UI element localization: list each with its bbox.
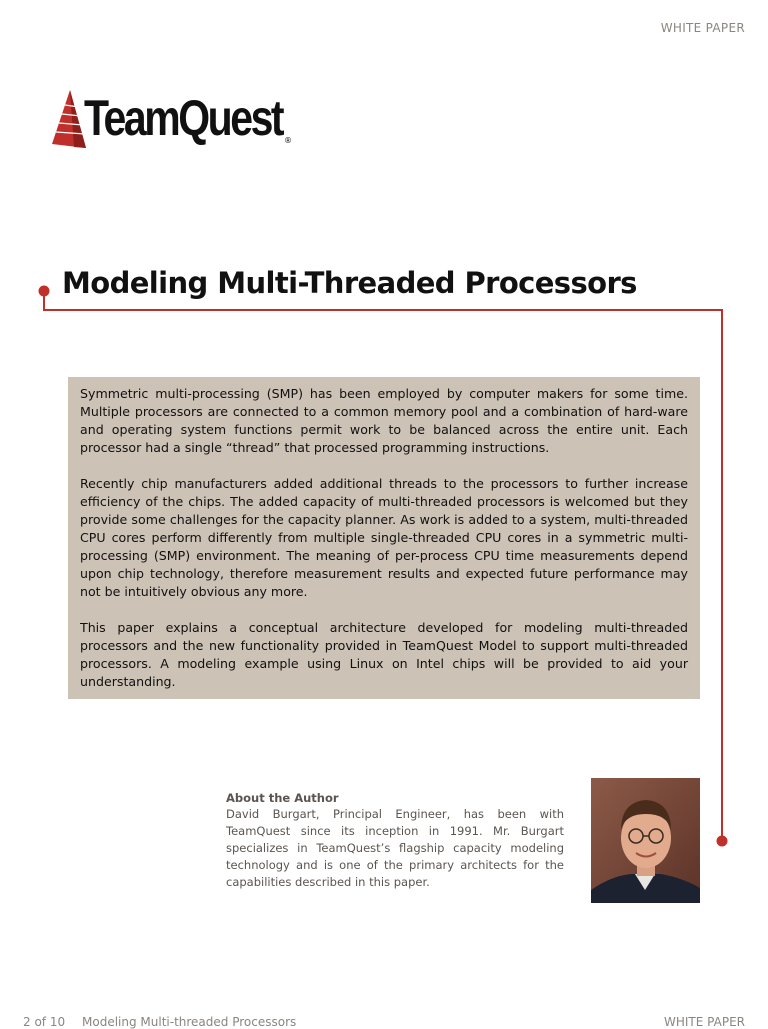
about-author	[226, 790, 564, 891]
connector-dot-end	[717, 836, 728, 847]
registered-mark: ®	[284, 136, 292, 145]
footer-doc-title: Modeling Multi-threaded Processors	[82, 1015, 297, 1029]
connector-dot-start	[39, 286, 50, 297]
abstract-box	[68, 377, 700, 699]
author-heading: About the Author	[226, 791, 339, 805]
abstract-paragraph: This paper explains a conceptual architecture developed for modeling multi-threaded processors and the new functionality provided in TeamQuest Model to support multi-threaded processors. A modeling example using Linux on Intel chips will be provided to aid your understanding.	[80, 620, 688, 689]
author-photo	[591, 778, 700, 903]
logo-wordmark: TeamQuest	[84, 90, 283, 146]
abstract-paragraph: Symmetric multi-processing (SMP) has been employed by computer makers for some time. Multiple processors are connected to a common memory pool and a combination of hard-ware and operating system functions permit work to be balanced across the entire unit. Each processor had a single “thread” that processed programming instructions.	[80, 386, 688, 455]
footer-label: WHITE PAPER	[664, 1015, 745, 1029]
page-title: Modeling Multi-Threaded Processors	[62, 266, 637, 300]
footer-page-number: 2 of 10	[23, 1015, 66, 1029]
abstract-paragraph: Recently chip manufacturers added additional threads to the processors to further increase efficiency of the chips. The added capacity of multi-threaded processors is welcomed but they provide some challenges for the capacity planner. As work is added to a system, multi-threaded CPU cores perform differently from multiple single-threaded CPU cores in a symmetric multi-processing (SMP) environment. The meaning of per-process CPU time measurements depend upon chip technology, therefore measurement results and expected future performance may not be intuitively obvious any more.	[80, 476, 688, 599]
author-bio: David Burgart, Principal Engineer, has been with TeamQuest since its inception in 1991. Mr. Burgart specializes in TeamQuest’s flagship capacity modeling technology and is one of the primary architects for the capabilities described in this paper.	[226, 807, 564, 889]
header-label: WHITE PAPER	[660, 21, 745, 35]
